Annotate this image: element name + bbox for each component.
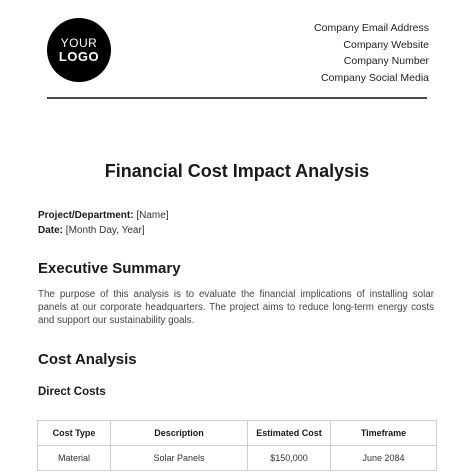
cell-description: Solar Panels	[111, 446, 248, 471]
company-logo	[47, 18, 111, 82]
header-divider	[47, 97, 427, 99]
cost-analysis-heading: Cost Analysis	[38, 351, 137, 368]
header-cost-type: Cost Type	[38, 421, 111, 446]
logo-line-2: LOGO	[58, 49, 100, 64]
company-contact-block	[314, 20, 429, 86]
cell-cost-type: Material	[38, 446, 111, 471]
company-social-media: Company Social Media	[321, 71, 429, 84]
direct-costs-table	[37, 420, 437, 471]
logo-line-1: YOUR	[60, 36, 98, 50]
executive-summary-body: The purpose of this analysis is to evaluate the financial implications of installing solar panels at our corporate headquarters. The project aims to reduce long-term energy costs and support our sustainability goals.	[38, 289, 434, 326]
header-description: Description	[111, 421, 248, 446]
company-website: Company Website	[343, 38, 429, 51]
project-value: [Name]	[136, 210, 169, 221]
header-timeframe: Timeframe	[331, 421, 437, 446]
date-line	[38, 225, 145, 236]
date-label: Date:	[38, 225, 64, 236]
project-label: Project/Department:	[38, 210, 134, 221]
cell-timeframe: June 2084	[331, 446, 437, 471]
document-title: Financial Cost Impact Analysis	[104, 161, 370, 181]
table-header-row	[38, 421, 437, 446]
table-row	[38, 446, 437, 471]
project-line	[38, 210, 169, 221]
company-number: Company Number	[343, 55, 429, 67]
direct-costs-heading: Direct Costs	[38, 386, 106, 398]
executive-summary-heading: Executive Summary	[38, 260, 181, 277]
cell-estimated-cost: $150,000	[248, 446, 331, 471]
company-email: Company Email Address	[314, 22, 429, 34]
date-value: [Month Day, Year]	[65, 225, 145, 236]
header-estimated-cost: Estimated Cost	[248, 421, 331, 446]
